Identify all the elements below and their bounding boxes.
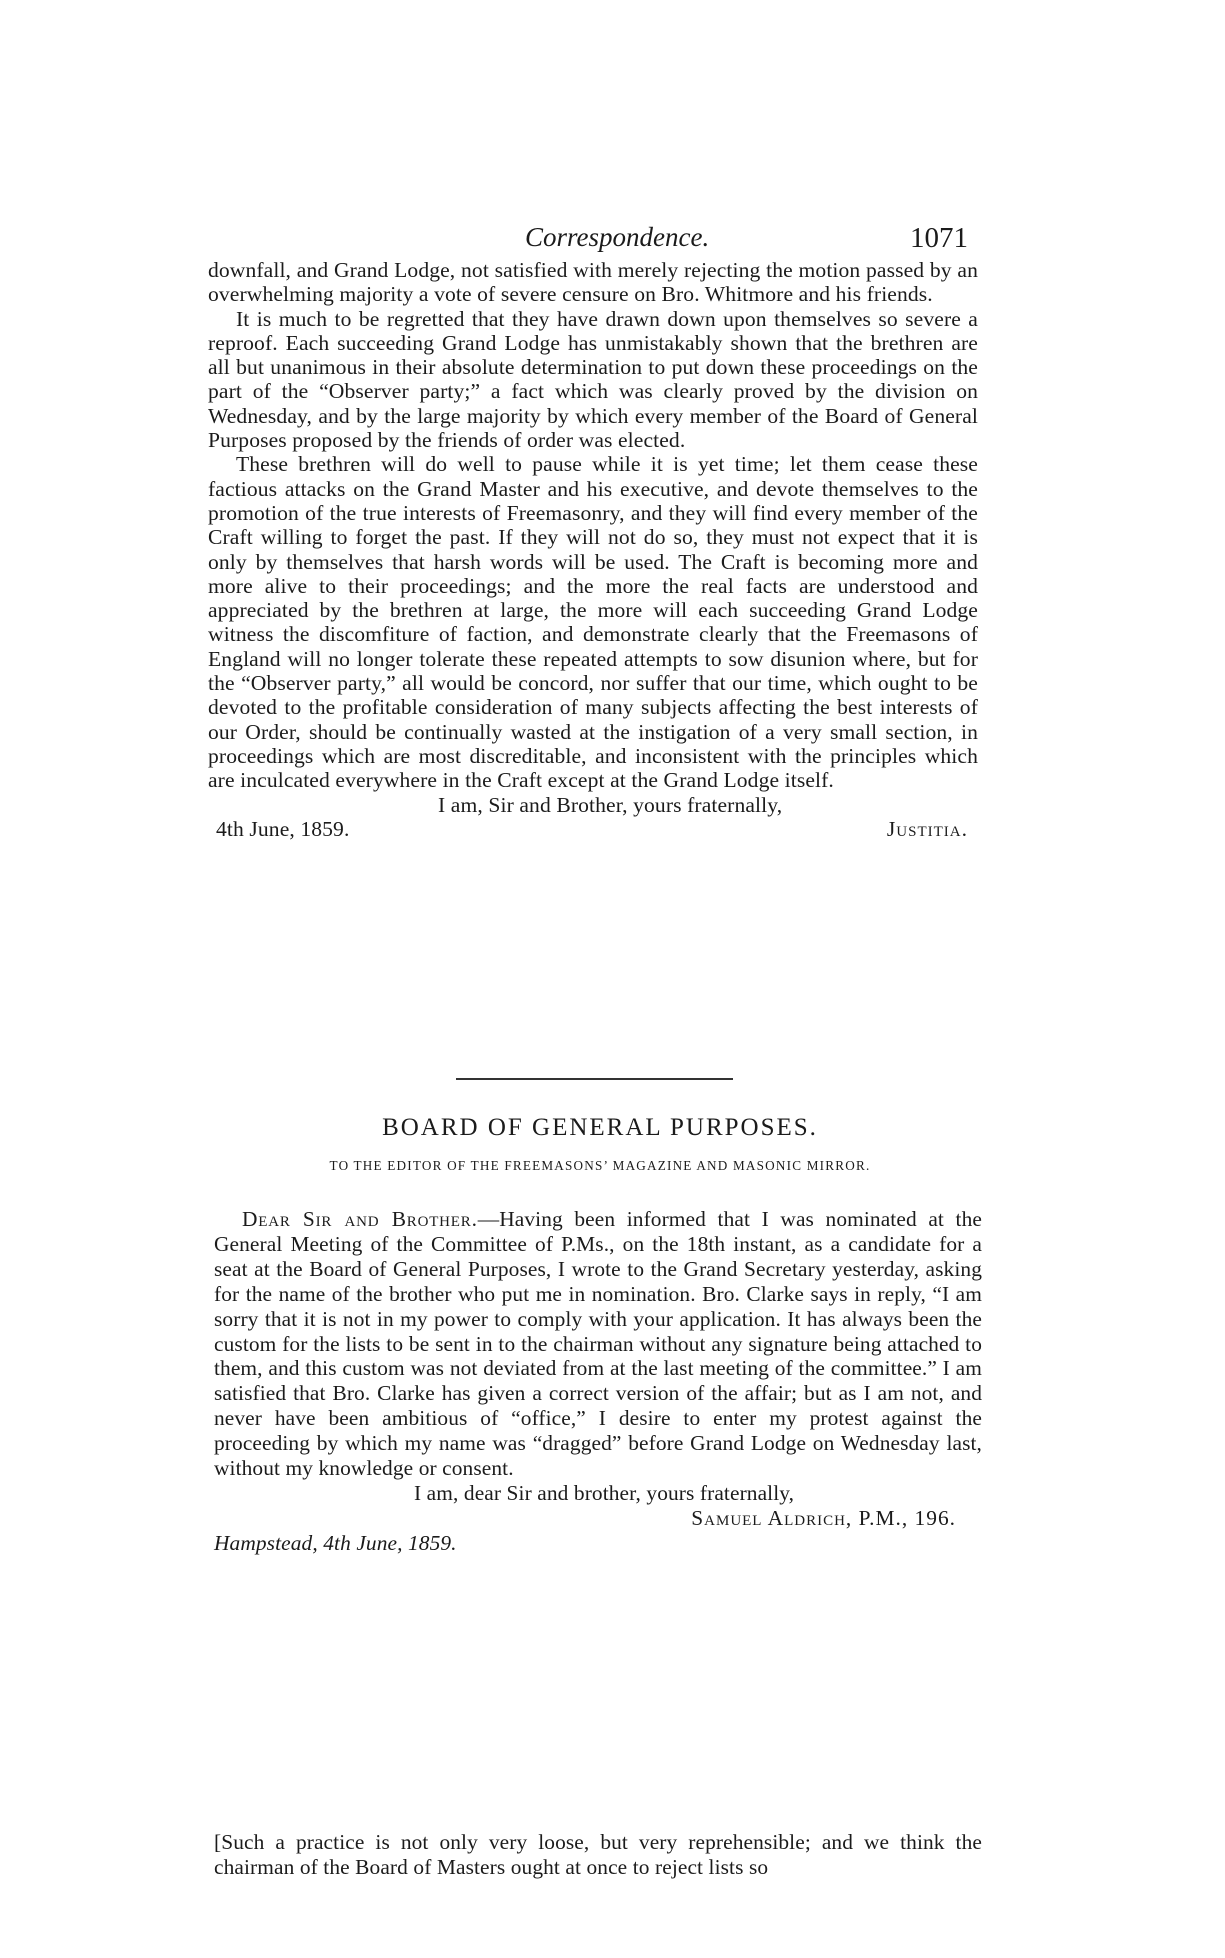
- letter-aldrich: [214, 1207, 982, 1556]
- editor-note: [214, 1830, 982, 1880]
- letter-body: —Having been informed that I was nominated at the General Meeting of the Committee of P.Ms., on the 18th instant, as a candidate for a seat at the Board of General Purposes, I wrote to the Grand Secretary yesterday, asking for the name of the brother who put me in nomination. Bro. Clarke says in reply, “I am sorry that it is not in my power to comply with your application. It has always been the custom for the lists to be sent in to the chairman without any signature being attached to them, and this custom was not deviated from at the last meeting of the committee.” I am satisfied that Bro. Clarke has given a correct version of the affair; but as I am not, and never have been ambitious of “office,” I desire to enter my protest against the proceeding by which my name was “dragged” before Grand Lodge on Wednesday last, without my knowledge or consent.: [214, 1207, 982, 1481]
- letter-signature: Justitia.: [886, 816, 968, 841]
- paragraph: downfall, and Grand Lodge, not satisfied with merely rejecting the motion passed by an overwhelming majority a vote of severe censure on Bro. Whitmore and his friends.: [208, 258, 978, 307]
- letter-signature: Samuel Aldrich, P.M., 196.: [691, 1505, 956, 1530]
- page-number: 1071: [910, 222, 968, 254]
- section-title: BOARD OF GENERAL PURPOSES.: [382, 1114, 818, 1141]
- paragraph: [214, 1207, 982, 1481]
- salutation: Dear Sir and Brother.: [242, 1207, 478, 1231]
- paragraph: These brethren will do well to pause while it is yet time; let them cease these factious attacks on the Grand Master and his executive, and devote themselves to the promotion of the true interests of Freemasonry, and they will find every member of the Craft willing to forget the past. If they will not do so, they must not expect that it is only by themselves that harsh words will be used. The Craft is becoming more and more alive to their proceedings; and the more the real facts are understood and appreciated by the brethren at large, the more will each succeeding Grand Lodge witness the discomfiture of faction, and demonstrate clearly that the Freemasons of England will no longer tolerate these repeated attempts to sow disunion where, but for the “Observer party,” all would be concord, nor suffer that our time, which ought to be devoted to the profitable consideration of many subjects affecting the best interests of our Order, should be continually wasted at the instigation of a very small section, in proceedings which are most discreditable, and inconsistent with the principles which are inculcated everywhere in the Craft except at the Grand Lodge itself.: [208, 452, 978, 793]
- section-divider: [456, 1078, 733, 1080]
- running-title: Correspondence.: [525, 222, 710, 252]
- addressee-line: TO THE EDITOR OF THE FREEMASONS’ MAGAZINE AND MASONIC MIRROR.: [329, 1158, 871, 1173]
- letter-date: 4th June, 1859.: [216, 816, 350, 841]
- paragraph: [Such a practice is not only very loose, but very reprehensible; and we think the chairman of the Board of Masters ought at once to reject lists so: [214, 1830, 982, 1879]
- letter-date: Hampstead, 4th June, 1859.: [214, 1530, 457, 1555]
- letter-closing: I am, Sir and Brother, yours fraternally,: [438, 792, 783, 817]
- running-head: [210, 222, 990, 258]
- letter-closing: I am, dear Sir and brother, yours fraternally,: [414, 1480, 795, 1505]
- signature-row: [208, 817, 978, 843]
- paragraph: It is much to be regretted that they have drawn down upon themselves so severe a reproof. Each succeeding Grand Lodge has unmistakably shown that the brethren are all but unanimous in their absolute determination to put down these proceedings on the part of the “Observer party;” a fact which was clearly proved by the division on Wednesday, and by the large majority by which every member of the Board of General Purposes proposed by the friends of order was elected.: [208, 306, 978, 453]
- letter-justitia: [208, 258, 978, 843]
